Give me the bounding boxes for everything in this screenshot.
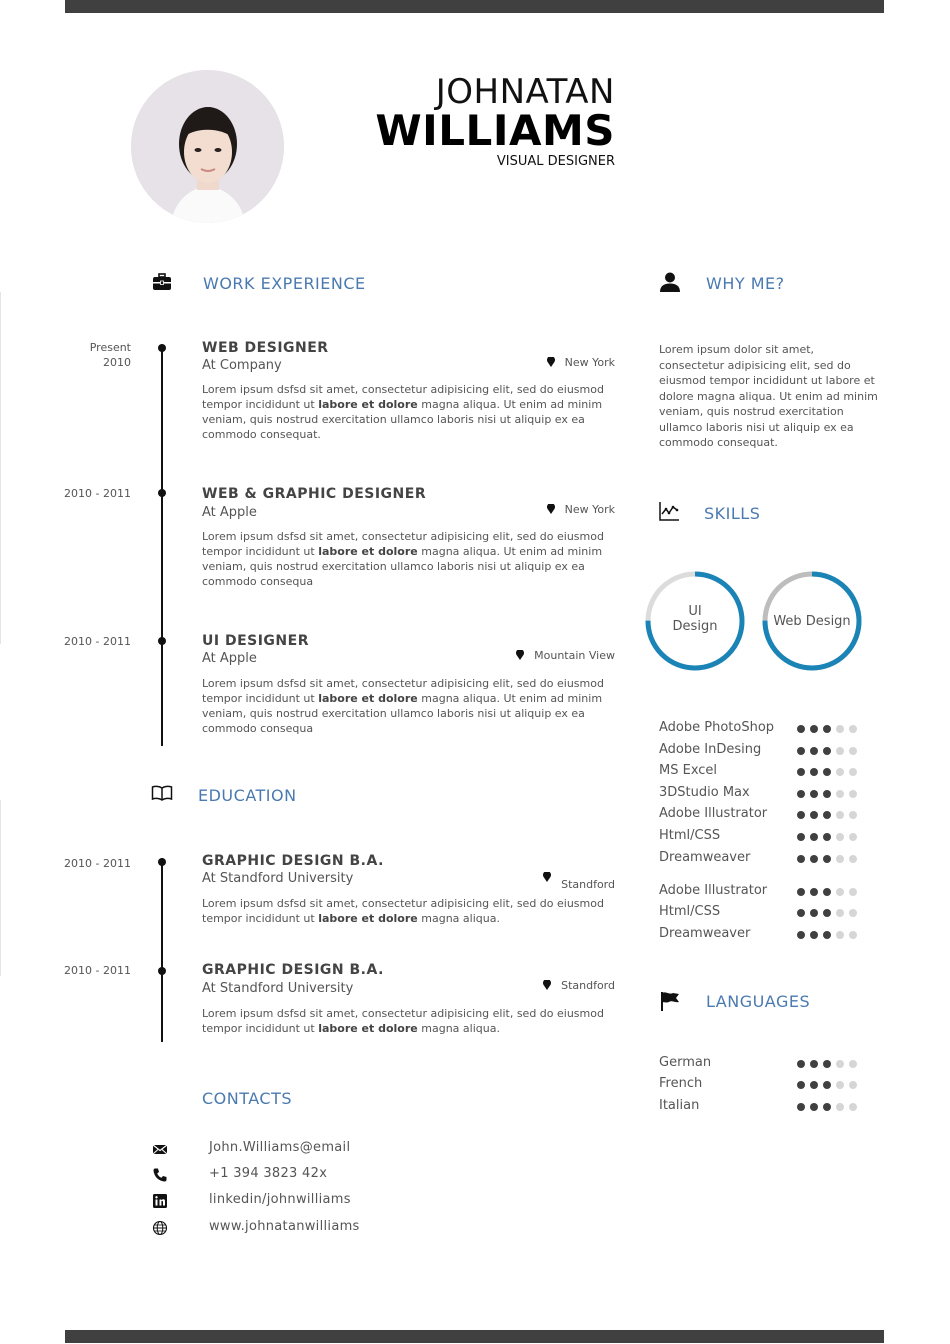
level-dot-empty [836,1103,844,1111]
level-dot-empty [849,931,857,939]
section-title-skills: SKILLS [704,504,761,523]
level-dot-filled [823,811,831,819]
desc-bold: labore et dolore [318,398,418,411]
desc-text: magna aliqua. [417,912,500,925]
level-dot-filled [797,1103,805,1111]
job-location-text: Mountain View [534,649,615,662]
skill-name: Adobe PhotoShop [659,720,775,735]
level-dot-empty [836,790,844,798]
job-location [547,356,615,369]
skill-level-dots [797,725,857,733]
language-name: Italian [659,1098,700,1113]
education-location-text: Standford [561,979,615,992]
skill-name: Adobe Illustrator [659,883,768,898]
skill-name: Html/CSS [659,904,721,919]
level-dot-empty [849,833,857,841]
education-timeline-line [161,858,163,1042]
language-level-dots [797,1103,857,1111]
work-date [41,340,131,370]
job-description [202,676,618,736]
education-title: GRAPHIC DESIGN B.A. [202,962,384,978]
level-dot-filled [797,888,805,896]
skill-row [659,742,869,760]
skill-row [659,785,869,803]
work-date: 2010 - 2011 [64,635,131,648]
job-title: UI DESIGNER [202,633,309,649]
level-dot-empty [849,725,857,733]
level-dot-empty [836,1081,844,1089]
level-dot-filled [810,833,818,841]
skill-level-dots [797,811,857,819]
level-dot-filled [810,811,818,819]
skill-level-dots [797,931,857,939]
education-location [543,979,615,992]
education-date: 2010 - 2011 [64,964,131,977]
skill-row [659,904,869,922]
desc-text: Lorem ipsum dsfsd sit amet, consectetur adipisicing elit, sed do eiusmod tempor incididunt ut [202,897,604,925]
skill-name: Adobe InDesing [659,742,762,757]
work-timeline-line [161,346,163,746]
education-location [543,872,615,891]
last-name: WILLIAMS [375,106,615,155]
level-dot-empty [836,747,844,755]
skill-name: Adobe Illustrator [659,806,768,821]
skill-level-dots [797,790,857,798]
location-pin-icon [547,357,555,367]
level-dot-filled [823,1060,831,1068]
education-school: At Standford University [202,981,354,996]
level-dot-filled [823,909,831,917]
work-date: 2010 - 2011 [64,487,131,500]
page-edge [0,800,1,976]
job-location [547,503,615,516]
level-dot-empty [836,833,844,841]
desc-bold: labore et dolore [318,912,418,925]
skill-row [659,883,869,901]
language-row [659,1098,869,1116]
level-dot-empty [836,909,844,917]
job-location [516,649,615,662]
level-dot-filled [810,909,818,917]
contact-email-text[interactable]: John.Williams@email [209,1140,351,1155]
envelope-icon [152,1141,168,1157]
level-dot-filled [797,909,805,917]
skill-row [659,926,869,944]
contact-website-text[interactable]: www.johnatanwilliams [209,1219,360,1234]
desc-text: Lorem ipsum dsfsd sit amet, consectetur adipisicing elit, sed do eiusmod tempor incididunt ut [202,383,604,411]
level-dot-filled [810,1081,818,1089]
level-dot-filled [797,768,805,776]
skill-level-dots [797,833,857,841]
level-dot-filled [797,790,805,798]
job-location-text: New York [564,503,615,516]
job-company: At Apple [202,505,257,520]
level-dot-empty [849,1103,857,1111]
location-pin-icon [516,650,524,660]
skill-name: Dreamweaver [659,850,751,865]
level-dot-empty [836,931,844,939]
work-date-line: 2010 [103,356,131,369]
education-date: 2010 - 2011 [64,857,131,870]
level-dot-filled [810,1060,818,1068]
level-dot-filled [810,855,818,863]
globe-icon [152,1220,168,1236]
level-dot-filled [810,747,818,755]
level-dot-empty [849,790,857,798]
phone-icon [152,1167,168,1183]
skill-row [659,720,869,738]
section-title-education: EDUCATION [198,786,297,805]
level-dot-filled [810,931,818,939]
skill-row [659,850,869,868]
education-title: GRAPHIC DESIGN B.A. [202,853,384,869]
user-icon [659,271,681,293]
level-dot-empty [849,888,857,896]
section-title-languages: LANGUAGES [706,992,811,1011]
education-school: At Standford University [202,871,354,886]
skill-row [659,763,869,781]
why-me-text: Lorem ipsum dolor sit amet, consectetur adipisicing elit, sed do eiusmod tempor incididunt ut labore et dolore magna aliqua. Ut enim ad minim veniam, quis nostrud exercitation ullamco laboris nisi ut aliquip ex ea commodo consequat. [659,343,878,449]
level-dot-empty [849,747,857,755]
timeline-dot [158,858,166,866]
level-dot-filled [810,768,818,776]
skill-name: Dreamweaver [659,926,751,941]
education-description [202,896,618,926]
job-description [202,382,618,442]
location-pin-icon [547,504,555,514]
desc-text: Lorem ipsum dsfsd sit amet, consectetur adipisicing elit, sed do eiusmod tempor incididunt ut [202,677,604,705]
level-dot-empty [836,768,844,776]
level-dot-filled [810,1103,818,1111]
desc-bold: labore et dolore [318,1022,418,1035]
skill-row [659,806,869,824]
desc-text: magna aliqua. [417,1022,500,1035]
desc-bold: labore et dolore [318,692,418,705]
bottom-bar [65,1330,884,1343]
job-company: At Company [202,358,282,373]
desc-text: Lorem ipsum dsfsd sit amet, consectetur adipisicing elit, sed do eiusmod tempor incididunt ut [202,530,604,558]
skill-name: Html/CSS [659,828,721,843]
level-dot-filled [823,747,831,755]
level-dot-filled [823,931,831,939]
level-dot-filled [823,790,831,798]
timeline-dot [158,637,166,645]
profile-photo [131,70,284,223]
skill-row [659,828,869,846]
skill-circle-label: Web Design [773,614,851,629]
level-dot-empty [836,811,844,819]
level-dot-filled [797,1081,805,1089]
section-title-why-me: WHY ME? [706,274,785,293]
language-row [659,1076,869,1094]
level-dot-empty [849,855,857,863]
level-dot-filled [797,855,805,863]
skill-level-dots [797,909,857,917]
level-dot-filled [810,888,818,896]
job-title-header: VISUAL DESIGNER [496,154,615,169]
language-level-dots [797,1081,857,1089]
briefcase-icon [152,272,174,294]
level-dot-filled [810,790,818,798]
flag-icon [659,990,681,1012]
first-name: JOHNATAN [435,72,615,112]
timeline-dot [158,489,166,497]
level-dot-filled [797,811,805,819]
skill-level-dots [797,747,857,755]
level-dot-filled [797,1060,805,1068]
job-company: At Apple [202,651,257,666]
language-name: French [659,1076,703,1091]
skill-level-dots [797,855,857,863]
skill-level-dots [797,888,857,896]
level-dot-filled [797,725,805,733]
top-bar [65,0,884,13]
timeline-dot [158,967,166,975]
skill-circles [640,565,872,679]
timeline-dot [158,344,166,352]
skill-circle-label: Design [672,619,718,634]
level-dot-filled [823,1103,831,1111]
page-edge [0,292,1,644]
level-dot-empty [849,1081,857,1089]
chart-line-icon [658,500,680,522]
skill-level-dots [797,768,857,776]
level-dot-empty [836,855,844,863]
job-title: WEB DESIGNER [202,340,329,356]
linkedin-icon [152,1193,168,1209]
language-row [659,1055,869,1073]
level-dot-filled [823,725,831,733]
level-dot-filled [823,888,831,896]
education-description [202,1006,618,1036]
level-dot-filled [823,768,831,776]
skill-name: 3DStudio Max [659,785,750,800]
desc-bold: labore et dolore [318,545,418,558]
level-dot-filled [810,725,818,733]
section-title-contacts: CONTACTS [202,1089,293,1108]
level-dot-empty [836,725,844,733]
level-dot-empty [849,811,857,819]
language-name: German [659,1055,712,1070]
level-dot-filled [823,1081,831,1089]
level-dot-filled [797,931,805,939]
level-dot-empty [836,1060,844,1068]
contact-phone-text[interactable]: +1 394 3823 42x [209,1166,328,1181]
level-dot-empty [849,1060,857,1068]
work-date-line: Present [89,341,131,354]
level-dot-empty [849,768,857,776]
level-dot-empty [849,909,857,917]
desc-text: magna aliqua. Ut enim ad minim veniam, quis nostrud exercitation ullamco laboris nisi ut aliquip ex ea commodo consequat. [202,398,603,441]
level-dot-filled [797,833,805,841]
desc-text: magna aliqua. Ut enim ad minim veniam, quis nostrud exercitation ullamco laboris nisi ut aliquip ex ea commodo consequa [202,692,603,735]
language-level-dots [797,1060,857,1068]
book-icon [151,785,173,807]
skill-name: MS Excel [659,763,718,778]
level-dot-filled [797,747,805,755]
education-location-text: Standford [561,878,615,891]
desc-text: Lorem ipsum dsfsd sit amet, consectetur adipisicing elit, sed do eiusmod tempor incididunt ut [202,1007,604,1035]
location-pin-icon [543,980,551,990]
location-pin-icon [543,872,551,882]
level-dot-filled [823,855,831,863]
level-dot-empty [836,888,844,896]
skill-circle-label: UI [688,604,702,619]
contact-linkedin-text[interactable]: linkedin/johnwilliams [209,1192,351,1207]
desc-text: magna aliqua. Ut enim ad minim veniam, quis nostrud exercitation ullamco laboris nisi ut aliquip ex ea commodo consequa [202,545,603,588]
job-description [202,529,618,589]
level-dot-filled [823,833,831,841]
job-location-text: New York [564,356,615,369]
job-title: WEB & GRAPHIC DESIGNER [202,486,427,502]
section-title-work: WORK EXPERIENCE [203,274,366,293]
